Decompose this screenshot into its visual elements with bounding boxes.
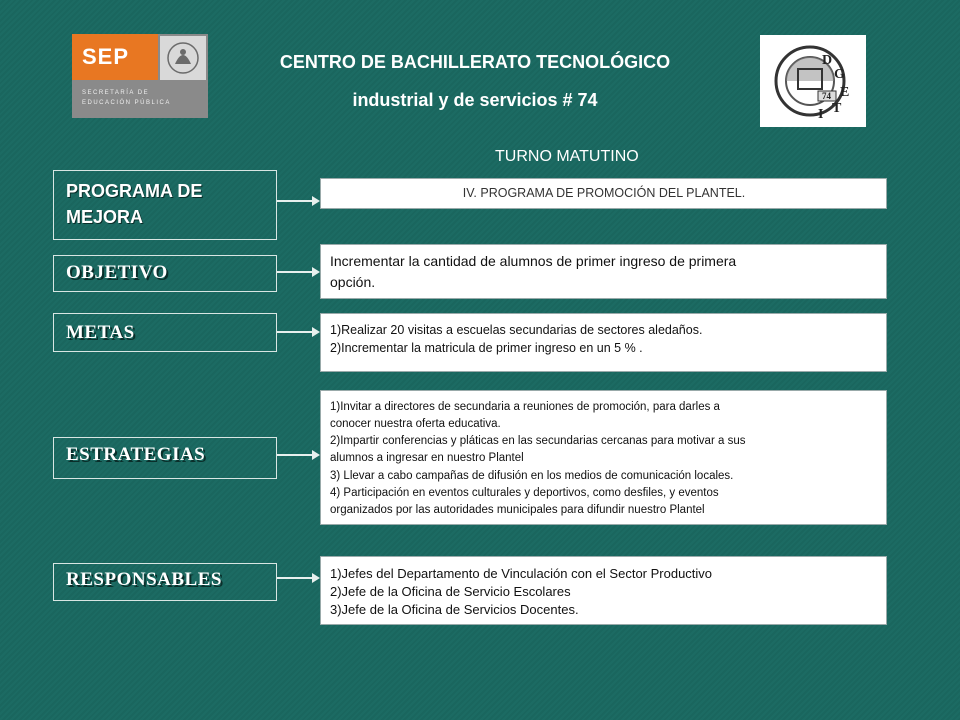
dgeti-letter-i: I — [818, 107, 824, 122]
content-objetivo-line2: opción. — [330, 274, 376, 290]
label-objetivo-text: OBJETIVO — [66, 262, 168, 283]
content-estrategias-line2: conocer nuestra oferta educativa. — [330, 418, 501, 430]
label-programa-mejora — [53, 170, 277, 240]
label-responsables — [53, 563, 277, 601]
arrow-right-icon — [277, 331, 313, 333]
arrow-right-icon — [277, 200, 313, 202]
label-objetivo — [53, 255, 277, 292]
eagle-emblem-icon — [160, 36, 206, 80]
content-estrategias-line7: organizados por las autoridades municipales para difundir nuestro Plantel — [330, 504, 705, 516]
content-metas-line2: 2)Incrementar la matricula de primer ingreso en un 5 % . — [330, 341, 643, 355]
label-estrategias — [53, 437, 277, 479]
label-estrategias-text: ESTRATEGIAS — [66, 444, 206, 465]
institution-title: CENTRO DE BACHILLERATO TECNOLÓGICO — [279, 52, 671, 72]
label-metas — [53, 313, 277, 352]
dgeti-letter-g: G — [834, 67, 845, 82]
sep-logo-line1: SECRETARÍA DE — [82, 90, 150, 96]
content-metas — [320, 313, 887, 372]
label-metas-text: METAS — [66, 322, 135, 343]
content-programa — [320, 178, 887, 209]
label-responsables-text: RESPONSABLES — [66, 569, 222, 590]
content-estrategias-line5: 3) Llevar a cabo campañas de difusión en los medios de comunicación locales. — [330, 470, 734, 482]
content-estrategias-line4: alumnos a ingresar en nuestro Plantel — [330, 452, 524, 464]
shift-label: TURNO MATUTINO — [495, 148, 639, 165]
arrow-right-icon — [277, 271, 313, 273]
label-programa-line1: PROGRAMA DE — [66, 181, 203, 201]
content-estrategias-line6: 4) Participación en eventos culturales y deportivos, como desfiles, y eventos — [330, 487, 719, 499]
content-responsables — [320, 556, 887, 625]
sep-logo — [72, 34, 208, 118]
content-estrategias — [320, 390, 887, 525]
sep-logo-line2: EDUCACIÓN PÚBLICA — [82, 100, 171, 106]
dgeti-letter-e: E — [840, 85, 850, 100]
content-estrategias-line3: 2)Impartir conferencias y pláticas en las secundarias cercanas para motivar a sus — [330, 435, 746, 447]
content-responsables-line2: 2)Jefe de la Oficina de Servicio Escolares — [330, 584, 571, 599]
content-responsables-line1: 1)Jefes del Departamento de Vinculación con el Sector Productivo — [330, 566, 713, 581]
content-metas-line1: 1)Realizar 20 visitas a escuelas secundarias de sectores aledaños. — [330, 323, 703, 337]
arrow-right-icon — [277, 577, 313, 579]
dgeti-letter-d: D — [822, 53, 833, 68]
arrow-right-icon — [277, 454, 313, 456]
dgeti-logo — [760, 35, 866, 127]
institution-subtitle: industrial y de servicios # 74 — [352, 90, 598, 110]
content-objetivo-line1: Incrementar la cantidad de alumnos de primer ingreso de primera — [330, 253, 737, 269]
label-programa-line2: MEJORA — [66, 207, 144, 227]
dgeti-badge-number: 74 — [822, 91, 831, 101]
content-objetivo — [320, 244, 887, 299]
sep-logo-acronym: SEP — [82, 44, 130, 69]
content-responsables-line3: 3)Jefe de la Oficina de Servicios Docentes. — [330, 602, 579, 617]
content-estrategias-line1: 1)Invitar a directores de secundaria a reuniones de promoción, para darles a — [330, 401, 720, 413]
content-programa-text: IV. PROGRAMA DE PROMOCIÓN DEL PLANTEL. — [462, 186, 746, 200]
dgeti-letter-t: T — [832, 101, 842, 116]
